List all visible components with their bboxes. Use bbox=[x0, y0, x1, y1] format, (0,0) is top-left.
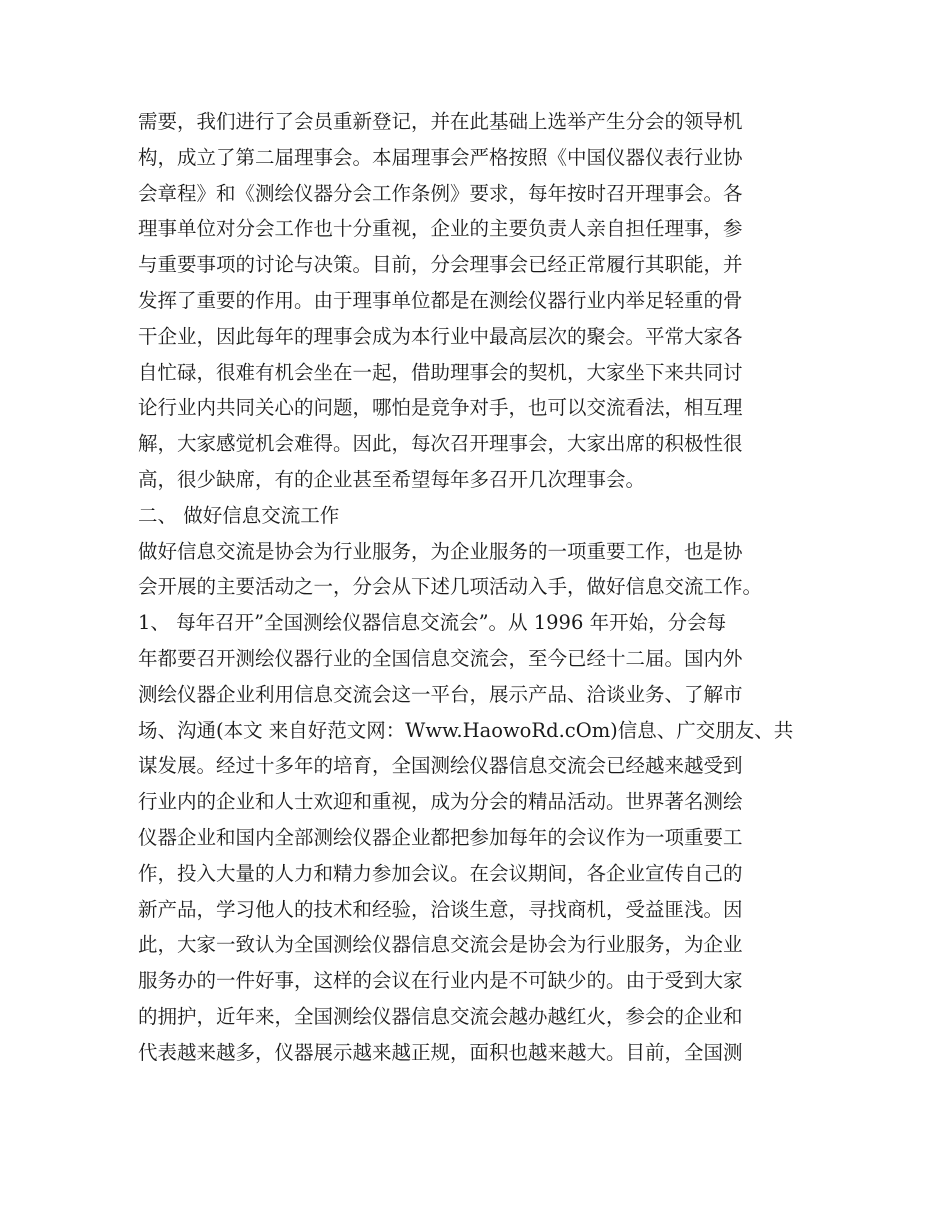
text-line: 行业内的企业和人士欢迎和重视，成为分会的精品活动。世界著名测绘 bbox=[138, 790, 743, 814]
text-line: 年都要召开测绘仪器行业的全国信息交流会，至今已经十二届。国内外 bbox=[138, 646, 743, 670]
text-line: 作，投入大量的人力和精力参加会议。在会议期间，各企业宣传自己的 bbox=[138, 861, 743, 885]
text-line: 服务办的一件好事，这样的会议在行业内是不可缺少的。由于受到大家 bbox=[138, 969, 743, 993]
text-line: 与重要事项的讨论与决策。目前，分会理事会已经正常履行其职能，并 bbox=[138, 253, 743, 277]
text-line: 理事单位对分会工作也十分重视，企业的主要负责人亲自担任理事，参 bbox=[138, 217, 743, 241]
text-line: 此，大家一致认为全国测绘仪器信息交流会是协会为行业服务，为企业 bbox=[138, 933, 743, 957]
text-line: 会开展的主要活动之一，分会从下述几项活动入手，做好信息交流工作。 bbox=[138, 575, 763, 599]
text-line: 自忙碌，很难有机会坐在一起，借助理事会的契机，大家坐下来共同讨 bbox=[138, 360, 743, 384]
text-line: 场、沟通(本文 来自好范文网：Www.HaowoRd.cOm)信息、广交朋友、共 bbox=[138, 718, 794, 742]
text-line: 测绘仪器企业利用信息交流会这一平台，展示产品、洽谈业务、了解市 bbox=[138, 682, 743, 706]
text-line: 需要，我们进行了会员重新登记，并在此基础上选举产生分会的领导机 bbox=[138, 110, 743, 133]
text-line: 论行业内共同关心的问题，哪怕是竞争对手，也可以交流看法，相互理 bbox=[138, 396, 743, 420]
text-line: 仪器企业和国内全部测绘仪器企业都把参加每年的会议作为一项重要工 bbox=[138, 825, 743, 849]
text-line: 解，大家感觉机会难得。因此，每次召开理事会，大家出席的积极性很 bbox=[138, 432, 743, 456]
text-line: 发挥了重要的作用。由于理事单位都是在测绘仪器行业内举足轻重的骨 bbox=[138, 288, 743, 312]
text-line: 构，成立了第二届理事会。本届理事会严格按照《中国仪器仪表行业协 bbox=[138, 145, 743, 169]
list-item-heading: 1、 每年召开”全国测绘仪器信息交流会”。从 1996 年开始，分会每 bbox=[138, 611, 727, 635]
section-heading: 二、 做好信息交流工作 bbox=[138, 503, 340, 527]
text-line: 做好信息交流是协会为行业服务，为企业服务的一项重要工作，也是协 bbox=[138, 539, 743, 563]
text-line: 谋发展。经过十多年的培育，全国测绘仪器信息交流会已经越来越受到 bbox=[138, 754, 743, 778]
text-line: 会章程》和《测绘仪器分会工作条例》要求，每年按时召开理事会。各 bbox=[138, 181, 743, 205]
text-line: 干企业，因此每年的理事会成为本行业中最高层次的聚会。平常大家各 bbox=[138, 324, 743, 348]
text-line: 新产品，学习他人的技术和经验，洽谈生意，寻找商机，受益匪浅。因 bbox=[138, 897, 743, 921]
document-body bbox=[138, 104, 838, 1071]
text-line: 代表越来越多，仪器展示越来越正规，面积也越来越大。目前，全国测 bbox=[138, 1040, 743, 1064]
text-line: 的拥护，近年来，全国测绘仪器信息交流会越办越红火，参会的企业和 bbox=[138, 1004, 743, 1028]
text-line: 高，很少缺席，有的企业甚至希望每年多召开几次理事会。 bbox=[138, 467, 646, 491]
